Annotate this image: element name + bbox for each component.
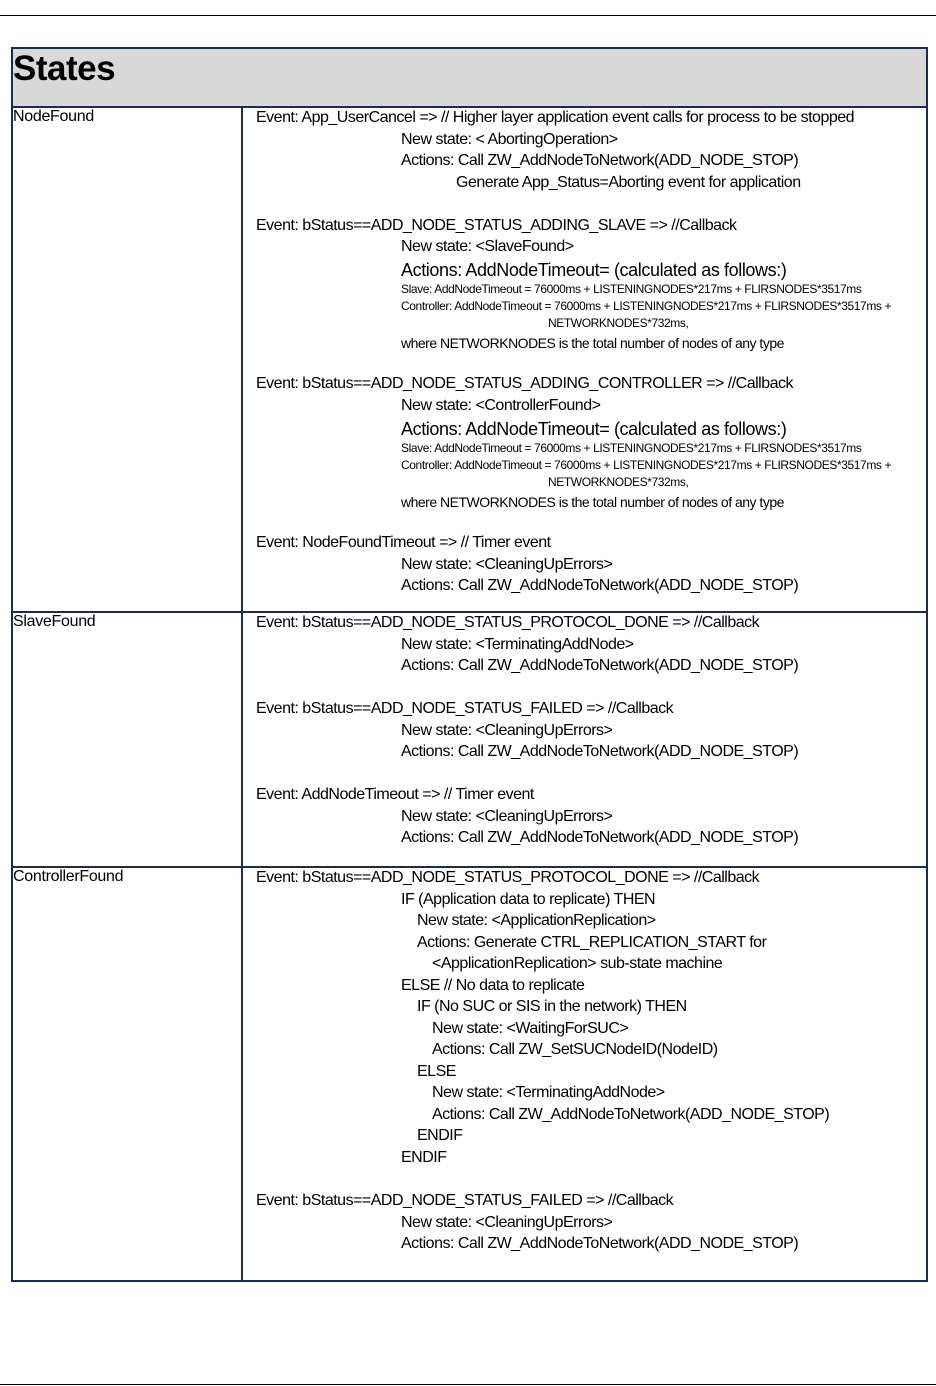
transition-line: Actions: AddNodeTimeout= (calculated as follows:) <box>401 260 787 280</box>
transition-line: New state: <CleaningUpErrors> <box>401 556 613 573</box>
transition-line: where NETWORKNODES is the total number of nodes of any type <box>401 335 784 351</box>
transition-line: Actions: Call ZW_AddNodeToNetwork(ADD_NODE_STOP) <box>401 829 799 846</box>
transition-line: Actions: Call ZW_AddNodeToNetwork(ADD_NODE_STOP) <box>401 152 799 169</box>
transition-line: Event: bStatus==ADD_NODE_STATUS_ADDING_SLAVE => //Callback <box>256 217 737 234</box>
state-transitions <box>242 612 927 867</box>
transition-line: New state: <CleaningUpErrors> <box>401 808 613 825</box>
transition-line: Actions: Call ZW_AddNodeToNetwork(ADD_NODE_STOP) <box>401 1235 799 1252</box>
transition-line: Slave: AddNodeTimeout = 76000ms + LISTENINGNODES*217ms + FLIRSNODES*3517ms <box>401 282 862 296</box>
transition-line: New state: <TerminatingAddNode> <box>401 636 634 653</box>
transition-line: New state: <TerminatingAddNode> <box>432 1084 665 1101</box>
transition-line: ELSE // No data to replicate <box>401 977 585 994</box>
transition-line: Actions: Call ZW_AddNodeToNetwork(ADD_NODE_STOP) <box>401 577 799 594</box>
transition-line: Generate App_Status=Aborting event for application <box>456 174 801 191</box>
transition-line: Actions: Call ZW_AddNodeToNetwork(ADD_NODE_STOP) <box>401 743 799 760</box>
transition-line: New state: < AbortingOperation> <box>401 131 618 148</box>
transition-line: Event: App_UserCancel => // Higher layer application event calls for process to be stopped <box>256 109 855 126</box>
state-transitions <box>242 107 927 612</box>
transition-line: Controller: AddNodeTimeout = 76000ms + LISTENINGNODES*217ms + FLIRSNODES*3517ms + <box>401 458 892 472</box>
state-name: NodeFound <box>12 107 242 612</box>
transition-line: New state: <WaitingForSUC> <box>432 1020 629 1037</box>
state-name: SlaveFound <box>12 612 242 867</box>
transition-line: Event: bStatus==ADD_NODE_STATUS_FAILED => //Callback <box>256 700 674 717</box>
transition-line: IF (Application data to replicate) THEN <box>401 891 656 908</box>
transition-line: IF (No SUC or SIS in the network) THEN <box>417 998 687 1015</box>
transition-line: Event: NodeFoundTimeout => // Timer event <box>256 534 551 551</box>
transition-line: Event: bStatus==ADD_NODE_STATUS_ADDING_CONTROLLER => //Callback <box>256 375 793 392</box>
transition-line: New state: <CleaningUpErrors> <box>401 722 613 739</box>
table-header: States <box>12 48 927 107</box>
transition-line: Actions: Call ZW_SetSUCNodeID(NodeID) <box>432 1041 718 1058</box>
transition-line: Actions: AddNodeTimeout= (calculated as follows:) <box>401 419 787 439</box>
transition-line: Actions: Call ZW_AddNodeToNetwork(ADD_NODE_STOP) <box>432 1106 830 1123</box>
transition-line: NETWORKNODES*732ms, <box>548 475 689 489</box>
transition-line: <ApplicationReplication> sub-state machine <box>432 955 723 972</box>
transition-line: ELSE <box>417 1063 456 1080</box>
transition-line: Event: bStatus==ADD_NODE_STATUS_FAILED => //Callback <box>256 1192 674 1209</box>
top-rule <box>0 15 936 16</box>
transition-line: Controller: AddNodeTimeout = 76000ms + LISTENINGNODES*217ms + FLIRSNODES*3517ms + <box>401 299 892 313</box>
transition-line: ENDIF <box>401 1149 447 1166</box>
transition-line: New state: <ApplicationReplication> <box>417 912 656 929</box>
transition-line: New state: <ControllerFound> <box>401 397 601 414</box>
transition-line: Actions: Generate CTRL_REPLICATION_START for <box>417 934 767 951</box>
transition-line: New state: <CleaningUpErrors> <box>401 1214 613 1231</box>
transition-line: Event: bStatus==ADD_NODE_STATUS_PROTOCOL_DONE => //Callback <box>256 614 760 631</box>
transition-line: Slave: AddNodeTimeout = 76000ms + LISTENINGNODES*217ms + FLIRSNODES*3517ms <box>401 441 862 455</box>
bottom-rule <box>0 1384 936 1385</box>
state-name: ControllerFound <box>12 867 242 1281</box>
states-table <box>11 47 928 1282</box>
transition-line: Event: bStatus==ADD_NODE_STATUS_PROTOCOL_DONE => //Callback <box>256 869 760 886</box>
table-row <box>12 107 927 612</box>
transition-line: Event: AddNodeTimeout => // Timer event <box>256 786 534 803</box>
state-transitions <box>242 867 927 1281</box>
transition-line: New state: <SlaveFound> <box>401 238 574 255</box>
table-row <box>12 612 927 867</box>
transition-line: ENDIF <box>417 1127 463 1144</box>
table-row <box>12 867 927 1281</box>
transition-line: NETWORKNODES*732ms, <box>548 316 689 330</box>
transition-line: where NETWORKNODES is the total number of nodes of any type <box>401 494 784 510</box>
transition-line: Actions: Call ZW_AddNodeToNetwork(ADD_NODE_STOP) <box>401 657 799 674</box>
